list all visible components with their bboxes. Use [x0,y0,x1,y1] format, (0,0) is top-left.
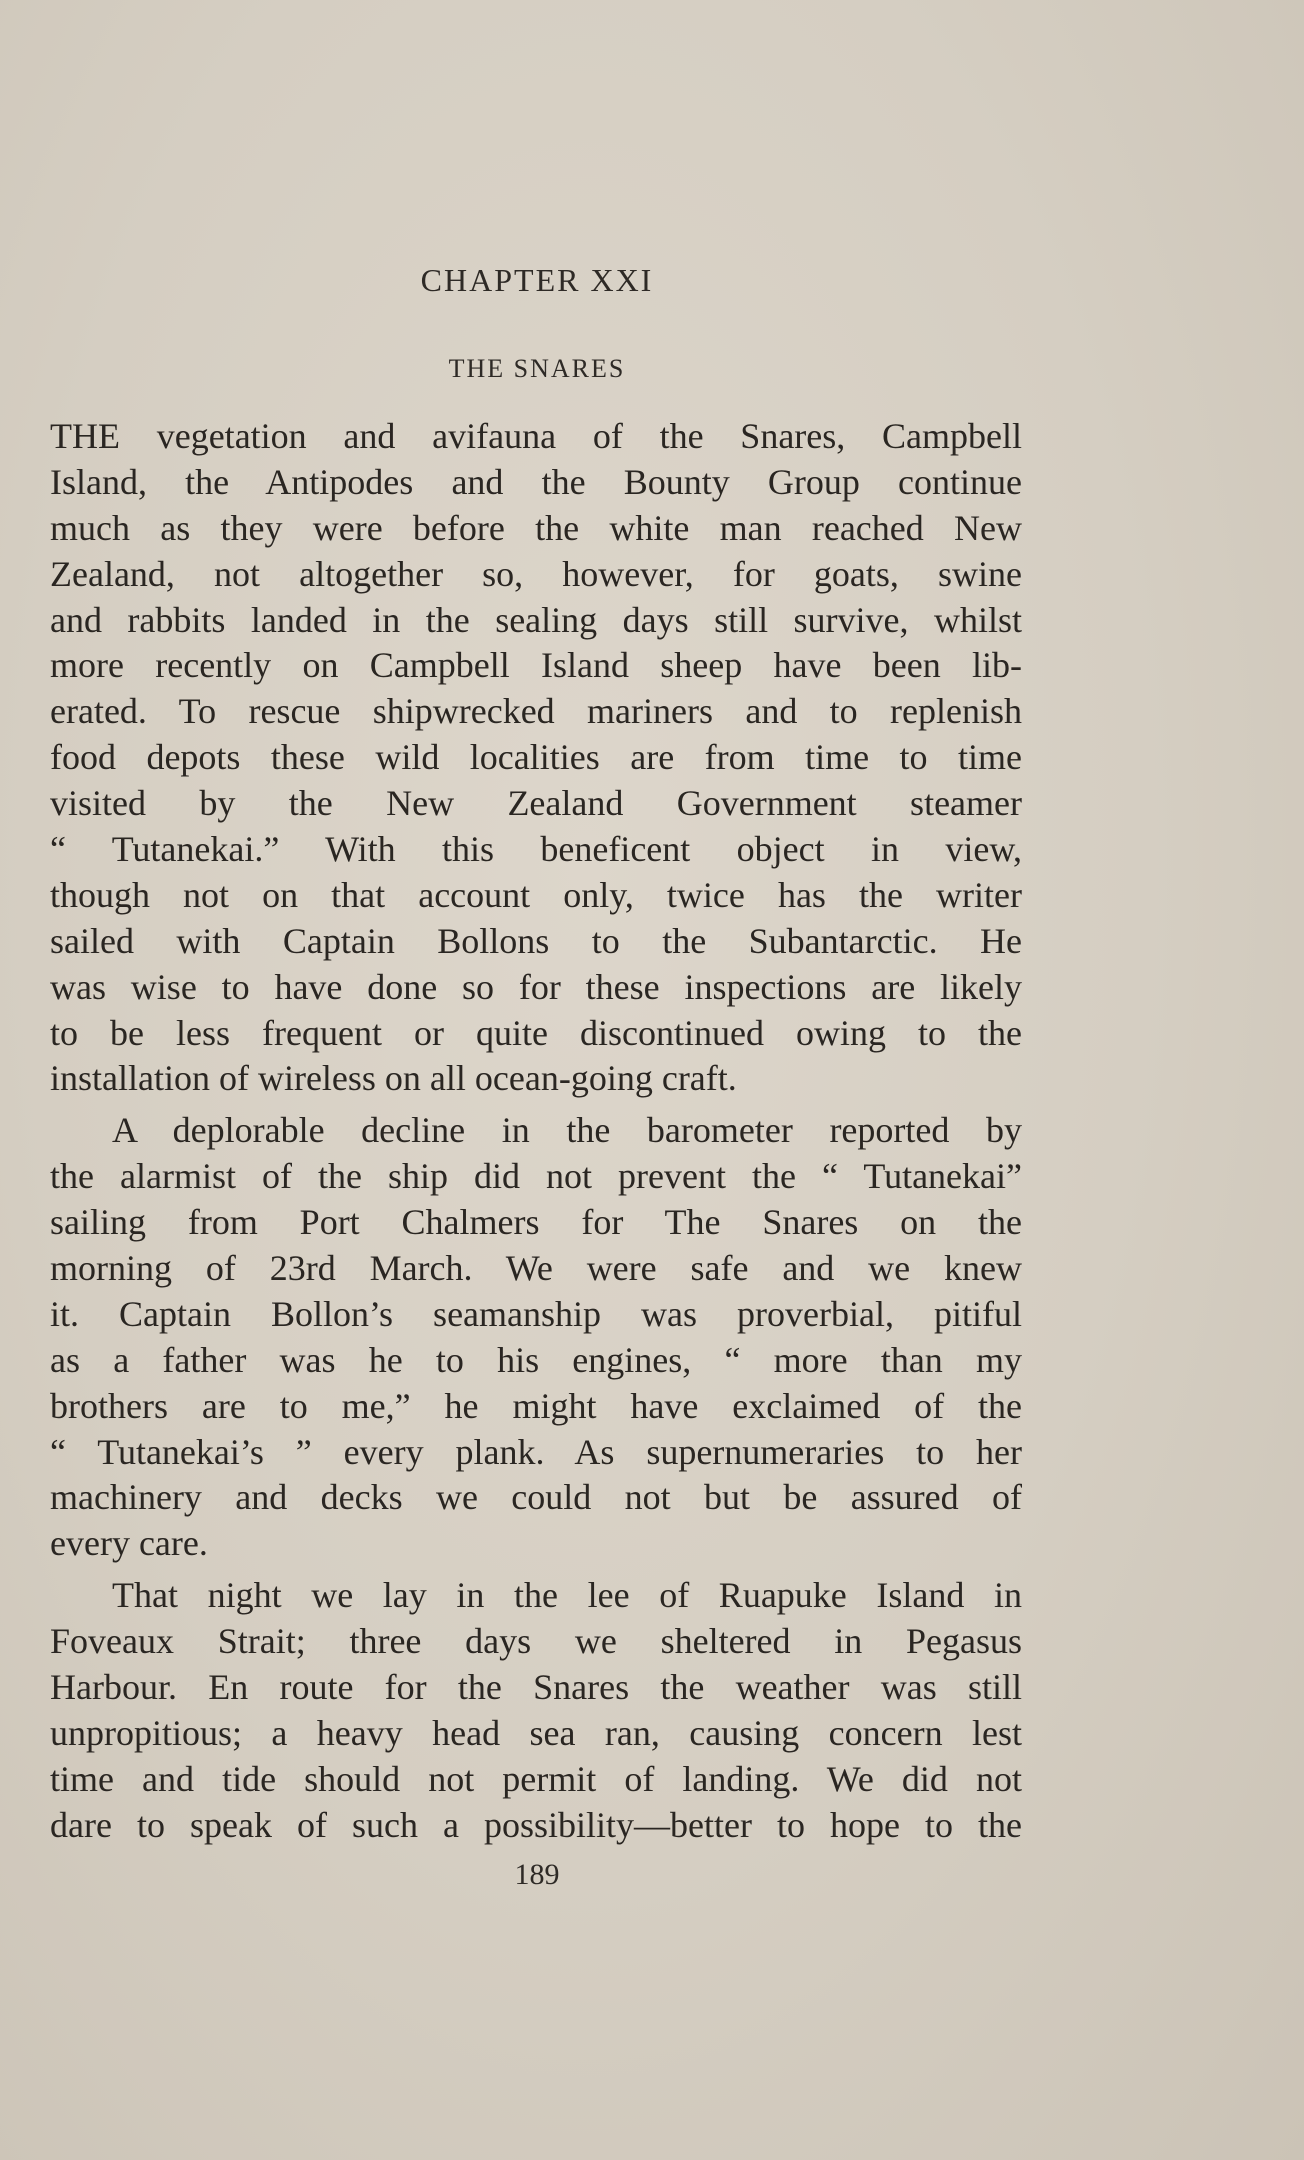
text-line: THE vegetation and avifauna of the Snares, Campbell [50,416,1022,456]
text-line: Island, the Antipodes and the Bounty Group continue [50,461,1022,502]
text-line: That night we lay in the lee of Ruapuke Island in [112,1575,1022,1616]
text-line: “ Tutanekai’s ” every plank. As supernumeraries to her [50,1431,1022,1472]
text-line: unpropitious; a heavy head sea ran, causing concern lest [50,1712,1022,1753]
chapter-subtitle: THE SNARES [448,354,626,383]
text-line: sailing from Port Chalmers for The Snares on the [50,1202,1022,1243]
text-line: visited by the New Zealand Government steamer [50,783,1022,824]
text-line: was wise to have done so for these inspections are likely [50,966,1022,1007]
text-line: morning of 23rd March. We were safe and we knew [50,1248,1022,1289]
paragraph [50,414,1022,1102]
text-line: Foveaux Strait; three days we sheltered in Pegasus [50,1621,1022,1662]
text-line: as a father was he to his engines, “ more than my [50,1339,1022,1380]
text-line: and rabbits landed in the sealing days still survive, whilst [50,599,1022,640]
text-line: though not on that account only, twice has the writer [50,874,1022,915]
text-line: brothers are to me,” he might have exclaimed of the [50,1385,1022,1426]
text-line: dare to speak of such a possibility—better to hope to the [50,1804,1022,1845]
text-line: sailed with Captain Bollons to the Subantarctic. He [50,920,1022,961]
body-text [50,414,1022,1849]
text-line: installation of wireless on all ocean-going craft. [50,1058,737,1099]
page-number: 189 [514,1858,560,1891]
text-line: erated. To rescue shipwrecked mariners and to replenish [50,691,1022,732]
text-line: to be less frequent or quite discontinued owing to the [50,1012,1022,1053]
text-line: food depots these wild localities are from time to time [50,737,1022,778]
text-line: Harbour. En route for the Snares the weather was still [50,1667,1022,1708]
paragraph [50,1573,1022,1848]
text-line: Zealand, not altogether so, however, for goats, swine [50,553,1022,594]
text-line: machinery and decks we could not but be assured of [50,1477,1022,1518]
text-line: “ Tutanekai.” With this beneficent object in view, [50,829,1022,870]
paragraph [50,1108,1022,1567]
text-line: much as they were before the white man reached New [50,507,1022,548]
text-line: time and tide should not permit of landing. We did not [50,1758,1022,1799]
text-line: A deplorable decline in the barometer reported by [112,1110,1022,1151]
text-line: it. Captain Bollon’s seamanship was proverbial, pitiful [50,1293,1022,1334]
chapter-heading: CHAPTER XXI [420,262,654,298]
text-line: the alarmist of the ship did not prevent the “ Tutanekai” [50,1156,1022,1197]
text-line: more recently on Campbell Island sheep have been lib- [50,645,1022,686]
text-line: every care. [50,1523,208,1564]
